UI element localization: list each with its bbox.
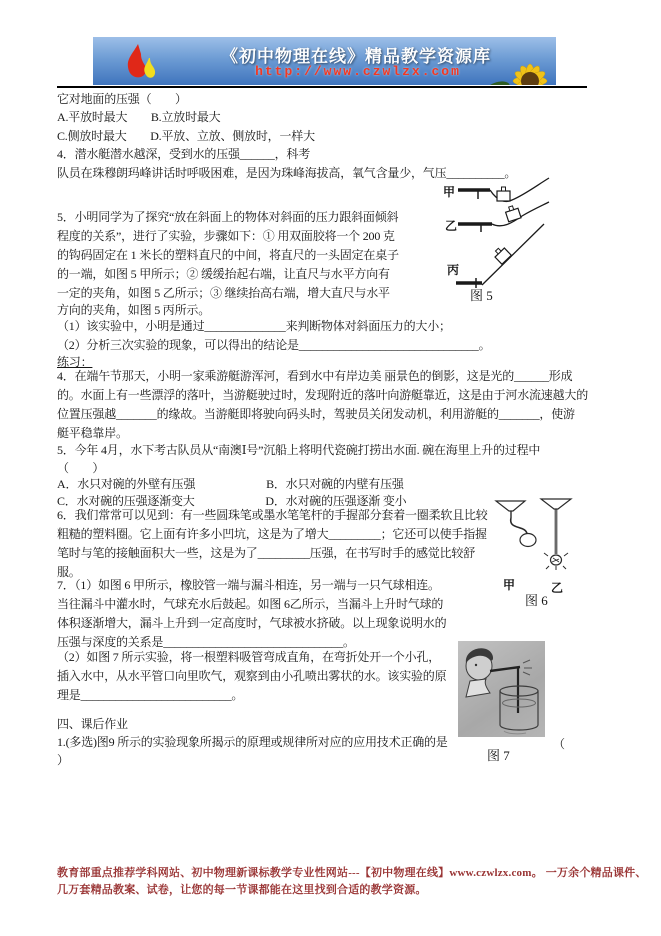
- fig6-label-yi: 乙: [551, 581, 564, 595]
- text-line: 5．今年 4月，水下考古队员从“南澳Ⅰ号”沉船上将明代瓷碗打捞出水面. 碗在海里上升的过程中: [57, 443, 541, 457]
- text-line: 1.(多选)图9 所示的实验现象所揭示的原理或规律所对应的应用技术正确的是: [57, 735, 448, 749]
- site-title: 《初中物理在线》精品教学资源库: [221, 47, 491, 66]
- text-line: 4．在端午节那天，小明一家乘游艇游浑河，看到水中有岸边美 丽景色的倒影，这是光的______形成: [57, 369, 573, 383]
- text-line: 笔时与笔的接触面积大一些，这是为了_________压强，在书写时手的感觉比较舒: [57, 546, 476, 560]
- text-line: 它对地面的压强（ ）: [57, 92, 187, 106]
- fig5-caption: 图 5: [470, 288, 493, 303]
- fig5-label-yi: 乙: [445, 219, 458, 233]
- text-line: A．水只对碗的外壁有压强 B．水只对碗的内壁有压强: [57, 477, 404, 491]
- text-line: 方向的夹角，如图 5 丙所示。: [57, 303, 211, 317]
- text-line: 一定的夹角，如图 5 乙所示；③ 继续抬高右端，增大直尺与水平: [57, 286, 390, 300]
- text-line: C.侧放时最大 D.平放、立放、侧放时，一样大: [57, 129, 315, 143]
- text-line: 5．小明同学为了探究“放在斜面上的物体对斜面的压力跟斜面倾斜: [57, 210, 399, 224]
- text-line: 理是__________________________。: [57, 688, 244, 702]
- answer-paren-open: （: [553, 737, 565, 751]
- text-line-homework-heading: 四、课后作业: [57, 717, 128, 731]
- text-line: 粗糙的塑料圈。它上面有许多小凹坑，这是为了增大_________；它还可以使手指握: [57, 527, 487, 541]
- text-line: 压强与深度的关系是_______________________________。: [57, 635, 355, 649]
- sunflower-icon: [486, 43, 556, 85]
- figure6-funnel-balloon-diagram: [494, 498, 574, 574]
- text-line: 程度的关系”，进行了实验，步骤如下：① 用双面胶将一个 200 克: [57, 229, 395, 243]
- text-line: ）: [57, 753, 69, 767]
- text-line: 7．（1）如图 6 甲所示，橡胶管一端与漏斗相连，另一端与一只气球相连。: [57, 578, 440, 592]
- header-divider: [57, 86, 587, 88]
- text-line: 体积逐渐增大，漏斗上升到一定高度时，气球被水挤破。以上现象说明水的: [57, 616, 447, 630]
- text-line: A.平放时最大 B.立放时最大: [57, 110, 221, 124]
- text-line: 艇平稳靠岸。: [57, 426, 128, 440]
- text-line: C．水对碗的压强逐渐变大 D．水对碗的压强逐渐 变小: [57, 494, 407, 508]
- footer-promo-line2: 几万套精品教案、试卷，让您的每一节课都能在这里找到合适的教学资源。: [57, 884, 427, 896]
- fig5-label-bing: 丙: [447, 263, 460, 277]
- text-line: 的一端，如图 5 甲所示；② 缓缓抬起右端，让直尺与水平方向有: [57, 267, 390, 281]
- text-line: （1）该实验中，小明是通过______________来判断物体对斜面压力的大小；: [57, 319, 451, 333]
- site-url-link[interactable]: http://www.czwlzx.com: [255, 64, 461, 79]
- fig6-label-jia: 甲: [503, 578, 516, 592]
- text-line: 的。水面上有一些漂浮的落叶，当游艇驶过时，发现附近的落叶向游艇靠近，这是由于河水流速越大的: [57, 388, 589, 402]
- text-line: （2）分析三次实验的现象，可以得出的结论是_______________________________。: [57, 338, 491, 352]
- text-line: 6．我们常常可以见到：有一些圆珠笔或墨水笔笔杆的手握部分套着一圈柔软且比较: [57, 508, 488, 522]
- text-line: 4．潜水艇潜水越深，受到水的压强______，科考: [57, 147, 311, 161]
- footer-promo-line1: 教育部重点推荐学科网站、初中物理新课标教学专业性网站---【初中物理在线】www.czwlzx.com。 一万余个精品课件、: [57, 867, 647, 879]
- figure7-straw-experiment-photo: [458, 641, 545, 737]
- text-line: 的钩码固定在 1 米长的塑料直尺的中间，将直尺的一头固定在桌子: [57, 248, 399, 262]
- fig5-label-jia: 甲: [443, 185, 456, 199]
- text-line: 位置压强越_______的缘故。当游艇即将驶向码头时，驾驶员关闭发动机，利用游艇的_______，使游: [57, 407, 575, 421]
- text-line-exercise-heading: 练习：: [57, 355, 93, 369]
- text-line: （2）如图 7 所示实验，将一根塑料吸管弯成直角，在弯折处开一个小孔，: [57, 650, 441, 664]
- figure5-ruler-incline-diagram: [456, 176, 552, 294]
- fig7-caption: 图 7: [487, 748, 510, 763]
- text-line: 服。: [57, 565, 81, 579]
- site-logo-icon: [121, 41, 163, 85]
- text-line: 插入水中，从水平管口向里吹气，观察到由小孔喷出雾状的水。该实验的原: [57, 669, 447, 683]
- site-banner: [93, 37, 556, 85]
- text-line: （ ）: [57, 461, 105, 475]
- text-line: 当往漏斗中灌水时，气球充水后鼓起。如图 6乙所示，当漏斗上升时气球的: [57, 597, 444, 611]
- fig6-caption: 图 6: [525, 593, 548, 608]
- text-line: 队员在珠穆朗玛峰讲话时呼吸困难，是因为珠峰海拔高，氧气含量少，气压__________。: [57, 166, 517, 180]
